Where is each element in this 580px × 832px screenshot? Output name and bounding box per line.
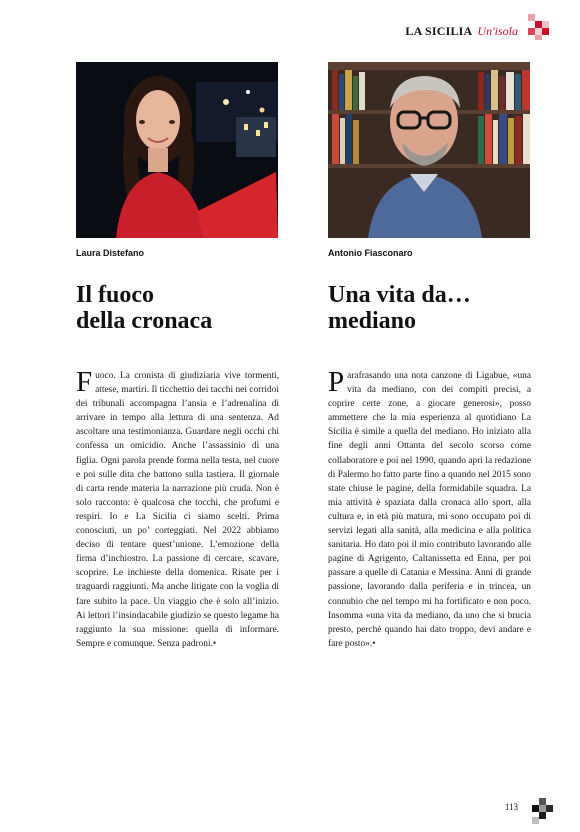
body-text: arafrasando una nota canzone di Ligabue, «una vita da mediano, con dei compiti precisi, a coprire certe zone, a giocare generosi», posso ammettere che la mia esperienza al quotidiano La Sicilia è simile a quella del mediano. Ho iniziato alla fine degli anni Ottanta del secolo scorso come collaboratore e poi nel 1990, quando aprì la redazione di Palermo ho fatto parte fino a quando nel 2015 sono state chiuse le pagine, della formidabile squadra. La mia attività è spaziata dalla cronaca allo sport, alla cultura e, in età più matura, mi sono occupato poi di servizi legati alla sanità, alla medicina e alla politica sanitaria. Ho dato poi il mio contributo lavorando alle pagine di Agrigento, Caltanissetta ed Enna, per poi passare a quelle di Catania e Messina. Anni di grande passione, lavorando dalla periferia e in trincea, un connubio che nel tempo mi ha fortificato e non poco. Insomma «una vita da mediano, da uno che si brucia presto, perché quando hai dato troppo, devi andare e fare posto».• xyxy=(328,371,531,649)
brand-tagline: Un'isola xyxy=(477,24,518,38)
article-body-right xyxy=(328,366,531,651)
drop-cap: P xyxy=(328,366,345,398)
pixel-decoration-top xyxy=(528,14,554,40)
article-title-left xyxy=(76,282,286,334)
article-body-left xyxy=(76,366,279,651)
drop-cap: F xyxy=(76,366,93,398)
title-line: Il fuoco xyxy=(76,282,154,308)
title-line: Una vita da… xyxy=(328,282,471,308)
body-text: uoco. La cronista di giudiziaria vive tormenti, attese, martiri. Il ticchettio dei tacchi nei corridoi dei tribunali accompagna l’ansia e l’adrenalina di arrivare in tempo alla lettura di una sentenza. Ad ascoltare una testimonianza. Guardare negli occhi chi confessa un omicidio. Anche l’assassinio di una figlia. Ogni parola prende forma nella testa, nel cuore e poi sulle dita che battono sulla tastiera. Il giornale di carta rende materia la narrazione più cruda. Non è solo racconto: è qualcosa che tocchi, che profumi e respiri. Io e La Sicilia ci siamo scelti. Prima conosciuti, un po’ corteggiati. Nel 2022 abbiamo deciso di tentare quest’unione. L’emozione della firma d’inchiostro. La passione di cercare, scavare, scoprire. Le inchieste della domenica. Risate per i traguardi raggiunti. Ma anche litigate con la voglia di fare subito la pace. Un viaggio che è solo all’inizio. Ai lettori l’insindacabile giudizio se questo legame ha raggiunto la sua missione: quella di informare. Sempre e comunque. Senza padroni.• xyxy=(76,371,279,649)
author-photo-antonio-fiasconaro xyxy=(328,62,530,238)
title-line: mediano xyxy=(328,308,417,334)
brand-name: LA SICILIA xyxy=(405,24,473,38)
article-title-right xyxy=(328,282,538,334)
masthead xyxy=(405,24,518,39)
author-photo-laura-distefano xyxy=(76,62,278,238)
byline-left: Laura Distefano xyxy=(76,248,145,258)
pixel-decoration-bottom xyxy=(532,798,554,824)
title-line: della cronaca xyxy=(76,308,213,334)
page-number: 113 xyxy=(504,802,518,812)
byline-right: Antonio Fiasconaro xyxy=(328,248,413,258)
